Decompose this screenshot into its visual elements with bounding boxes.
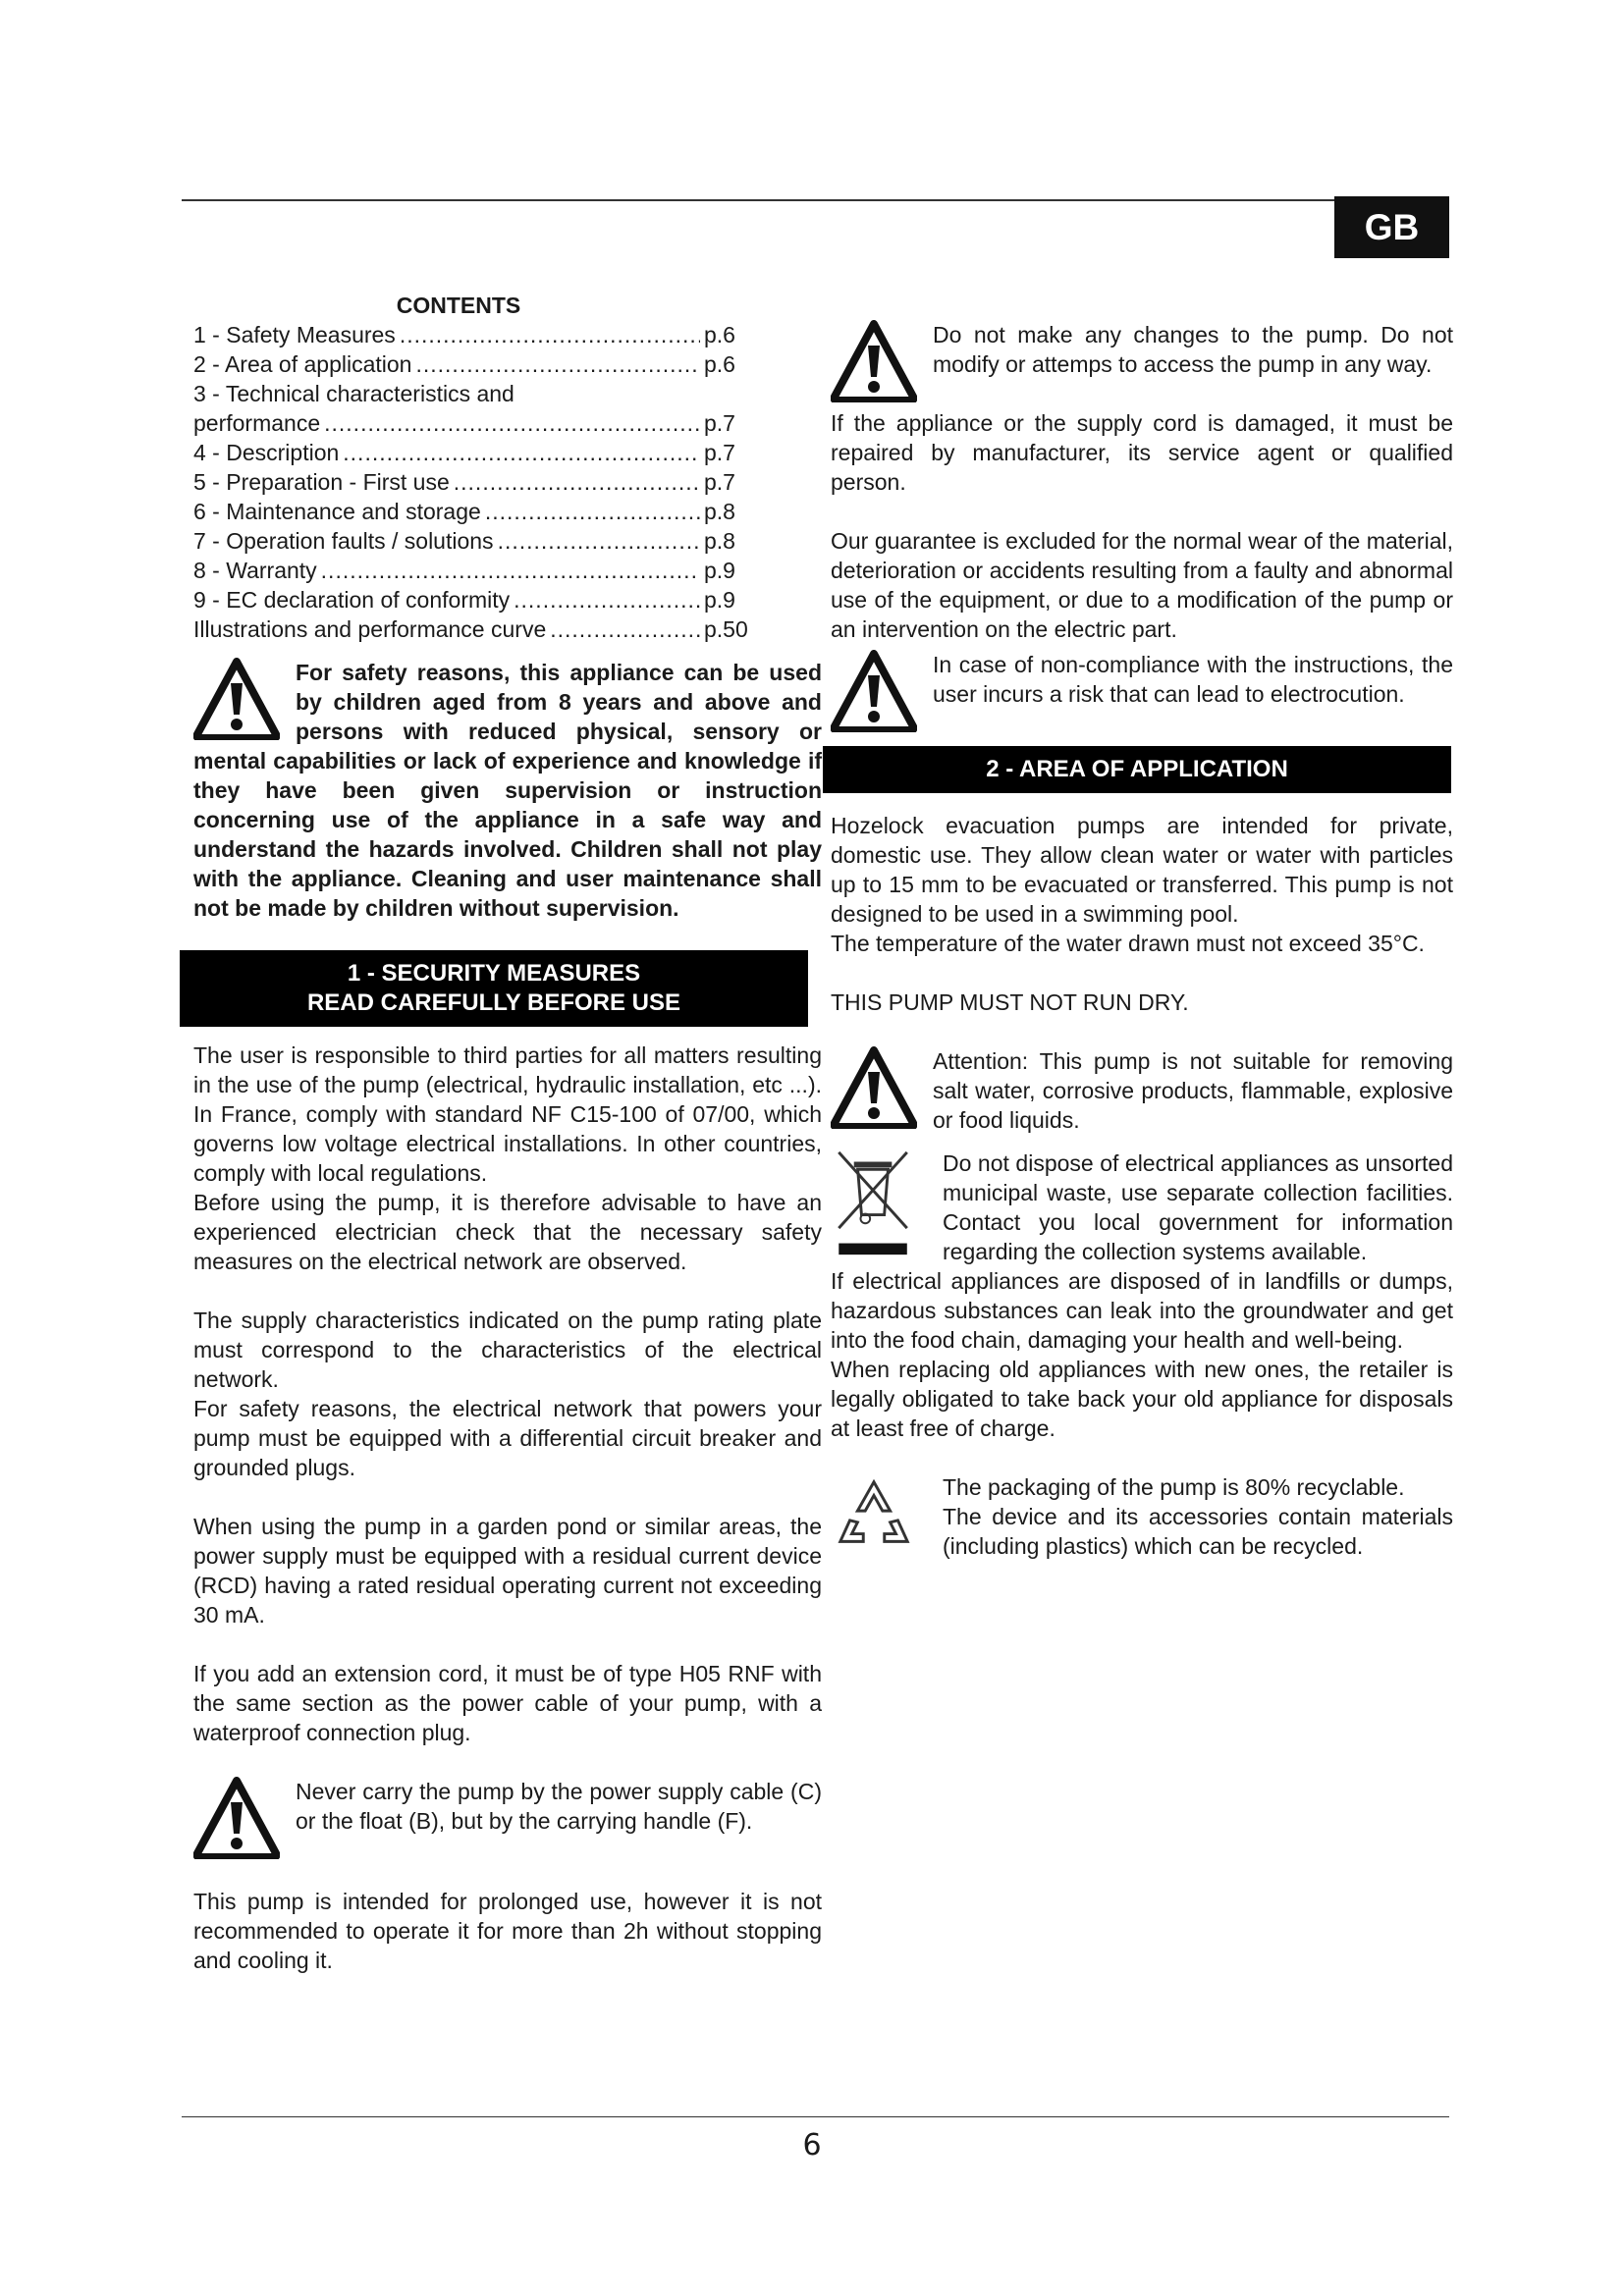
toc-item: 3 - Technical characteristics and bbox=[193, 381, 514, 406]
toc-item: 2 - Area of application ..... p.6 bbox=[193, 349, 763, 379]
top-rule bbox=[182, 199, 1449, 201]
toc-item: 9 - EC declaration of conformity ..... p.9 bbox=[193, 585, 763, 614]
electrocution-warning: In case of non-compliance with the instructions, the user incurs a risk that can lead to electrocution. bbox=[831, 650, 1453, 738]
recycle-icon bbox=[831, 1472, 929, 1561]
toc-item: performance ..... p.7 bbox=[193, 408, 763, 438]
warning-icon bbox=[193, 658, 282, 746]
paragraph: When replacing old appliances with new ones, the retailer is legally obligated to take back your old appliance for disposals at least free of charge. bbox=[831, 1357, 1453, 1441]
paragraph: If the appliance or the supply cord is damaged, it must be repaired by manufacturer, its service agent or qualified person. bbox=[831, 410, 1453, 495]
paragraph: When using the pump in a garden pond or similar areas, the power supply must be equipped with a residual current device (RCD) having a rated residual operating current not exceeding 30 mA. bbox=[193, 1514, 822, 1628]
paragraph: The supply characteristics indicated on the pump rating plate must correspond to the characteristics of the electrical network. bbox=[193, 1308, 822, 1392]
language-badge: GB bbox=[1334, 196, 1449, 258]
right-column bbox=[831, 320, 1453, 1561]
carry-warning: Never carry the pump by the power supply cable (C) or the float (B), but by the carrying handle (F). bbox=[193, 1777, 822, 1865]
table-of-contents bbox=[193, 320, 763, 644]
paragraph: This pump is intended for prolonged use, however it is not recommended to operate it for more than 2h without stopping and cooling it. bbox=[193, 1889, 822, 1973]
toc-item: 8 - Warranty ..... p.9 bbox=[193, 556, 763, 585]
toc-item: 4 - Description ..... p.7 bbox=[193, 438, 763, 467]
paragraph: THIS PUMP MUST NOT RUN DRY. bbox=[831, 989, 1189, 1015]
attention-warning: Attention: This pump is not suitable for removing salt water, corrosive products, flammable, explosive or food liquids. bbox=[831, 1046, 1453, 1135]
paragraph: Hozelock evacuation pumps are intended for private, domestic use. They allow clean water or water with particles up to 15 mm to be evacuated or transferred. This pump is not designed to be used in a swimming pool. bbox=[831, 813, 1453, 927]
toc-item: 5 - Preparation - First use ..... p.7 bbox=[193, 467, 763, 497]
section-2-banner: 2 - AREA OF APPLICATION bbox=[823, 746, 1451, 793]
warning-icon bbox=[831, 320, 919, 408]
left-column bbox=[193, 291, 822, 1975]
paragraph: If electrical appliances are disposed of in landfills or dumps, hazardous substances can leak into the groundwater and get into the food chain, damaging your health and well-being. bbox=[831, 1268, 1453, 1353]
children-safety-warning: For safety reasons, this appliance can be used by children aged from 8 years and above and persons with reduced physical, sensory or mental capabilities or lack of experience and knowledge if they have been given supervision or instruction concerning use of the appliance in a safe way and understand the hazards involved. Children shall not play with the appliance. Cleaning and user maintenance shall not be made by children without supervision. bbox=[193, 660, 822, 921]
section-1-banner: 1 - SECURITY MEASURES READ CAREFULLY BEFORE USE bbox=[180, 950, 808, 1027]
bottom-rule bbox=[182, 2116, 1449, 2117]
paragraph: The temperature of the water drawn must not exceed 35°C. bbox=[831, 931, 1425, 956]
paragraph: For safety reasons, the electrical network that powers your pump must be equipped with a differential circuit breaker and grounded plugs. bbox=[193, 1396, 822, 1480]
toc-item: 1 - Safety Measures ..... p.6 bbox=[193, 320, 763, 349]
weee-notice: Do not dispose of electrical appliances as unsorted municipal waste, use separate collection facilities. Contact you local government for information regarding the collection systems available. bbox=[831, 1148, 1453, 1266]
toc-item: Illustrations and performance curve ..... p.50 bbox=[193, 614, 763, 644]
modify-warning: Do not make any changes to the pump. Do not modify or attemps to access the pump in any way. bbox=[831, 320, 1453, 379]
paragraph: The user is responsible to third parties for all matters resulting in the use of the pump (electrical, hydraulic installation, etc ...). In France, comply with standard NF C15-100 of 07/00, which governs low voltage electrical installations. In other countries, comply with local regulations. bbox=[193, 1042, 822, 1186]
paragraph: Before using the pump, it is therefore advisable to have an experienced electrician check that the necessary safety measures on the electrical network are observed. bbox=[193, 1190, 822, 1274]
contents-title: CONTENTS bbox=[396, 293, 521, 318]
warning-icon bbox=[193, 1777, 282, 1865]
warning-icon bbox=[831, 1046, 919, 1135]
warning-icon bbox=[831, 650, 919, 738]
crossed-out-bin-icon bbox=[831, 1148, 929, 1262]
toc-item: 7 - Operation faults / solutions ..... p.8 bbox=[193, 526, 763, 556]
page-number: 6 bbox=[802, 2128, 822, 2163]
paragraph: Our guarantee is excluded for the normal wear of the material, deterioration or accidents resulting from a faulty and abnormal use of the equipment, or due to a modification of the pump or an intervention on the electric part. bbox=[831, 528, 1453, 642]
toc-item: 6 - Maintenance and storage ..... p.8 bbox=[193, 497, 763, 526]
paragraph: If you add an extension cord, it must be of type H05 RNF with the same section as the power cable of your pump, with a waterproof connection plug. bbox=[193, 1661, 822, 1745]
recycle-notice: The packaging of the pump is 80% recyclable. The device and its accessories contain materials (including plastics) which can be recycled. bbox=[831, 1472, 1453, 1561]
